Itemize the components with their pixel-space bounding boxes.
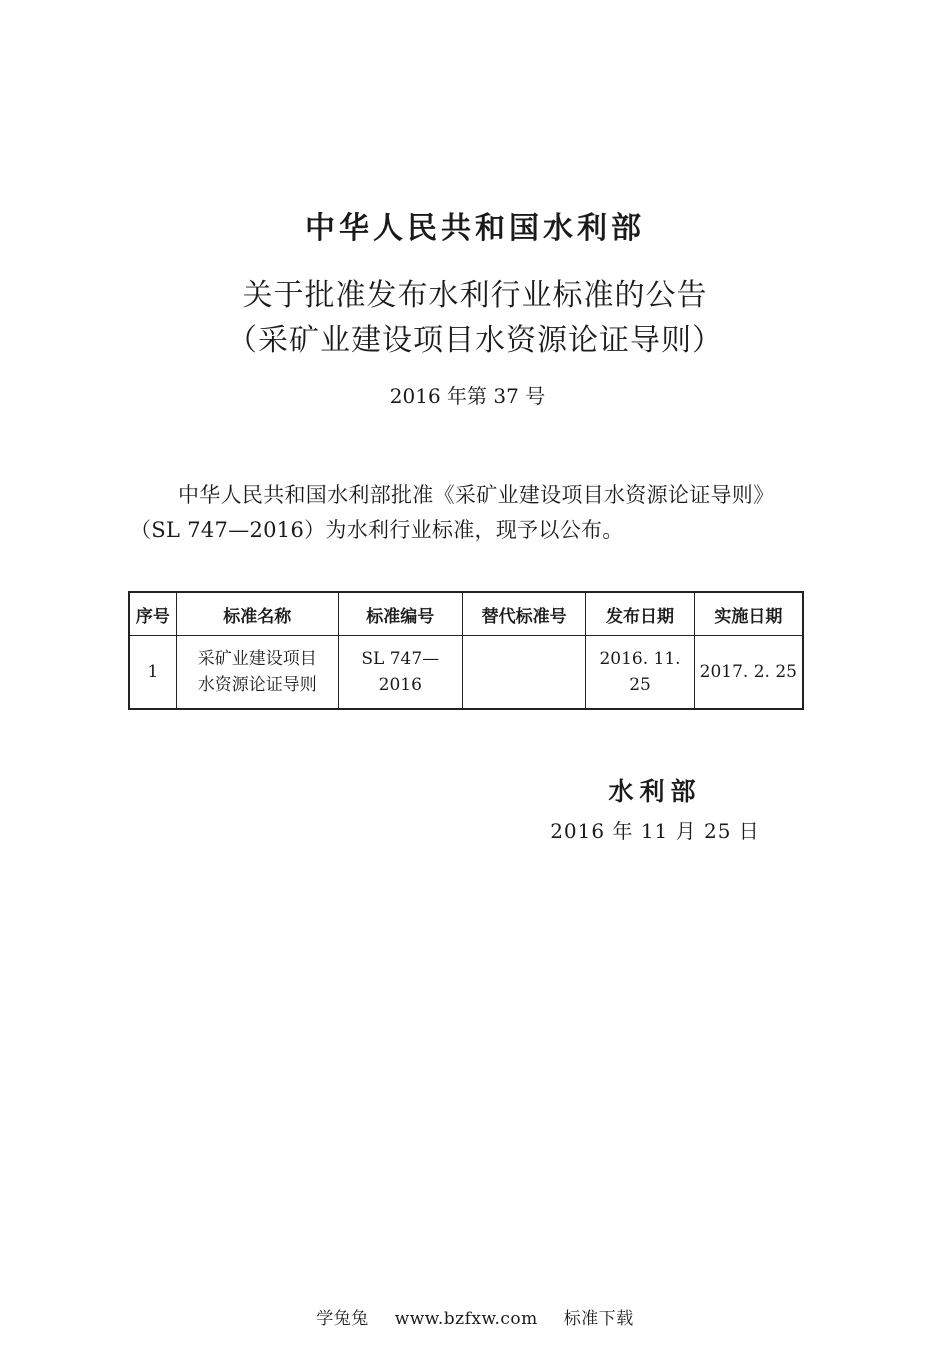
footer-site-name: 学兔兔 [316, 1309, 369, 1329]
notice-title-line1: 关于批准发布水利行业标准的公告 [242, 278, 708, 313]
header-standard-name: 标准名称 [176, 592, 338, 636]
table-header-row [129, 592, 803, 636]
cell-standard-code: SL 747—2016 [338, 636, 462, 710]
cell-serial-number: 1 [129, 636, 176, 710]
header-standard-code: 标准编号 [338, 592, 462, 636]
standard-name-line2: 水资源论证导则 [197, 675, 317, 695]
header-implement-date: 实施日期 [694, 592, 803, 636]
standard-name-line1: 采矿业建设项目 [197, 649, 317, 669]
document-number: 2016 年第 37 号 [389, 384, 546, 408]
signing-organization: 水利部 [608, 777, 702, 806]
ministry-name: 中华人民共和国水利部 [305, 211, 645, 246]
announcement-paragraph: 中华人民共和国水利部批准《采矿业建设项目水资源论证导则》（SL 747—2016）为水利行业标准，现予以公布。 [130, 483, 775, 542]
cell-publish-date: 2016. 11. 25 [586, 636, 694, 710]
cell-standard-name [176, 636, 338, 710]
header-replaced-standard: 替代标准号 [462, 592, 586, 636]
footer-tagline: 标准下载 [563, 1309, 634, 1329]
cell-implement-date: 2017. 2. 25 [694, 636, 803, 710]
header-publish-date: 发布日期 [586, 592, 694, 636]
notice-title-line2: （采矿业建设项目水资源论证导则） [227, 323, 723, 358]
table-row [129, 636, 803, 710]
header-serial-number: 序号 [129, 592, 176, 636]
footer-url[interactable]: www.bzfxw.com [394, 1309, 538, 1329]
cell-replaced-standard [462, 636, 586, 710]
standards-table [128, 591, 804, 710]
signing-date: 2016 年 11 月 25 日 [550, 819, 760, 843]
page-footer [0, 1304, 950, 1329]
